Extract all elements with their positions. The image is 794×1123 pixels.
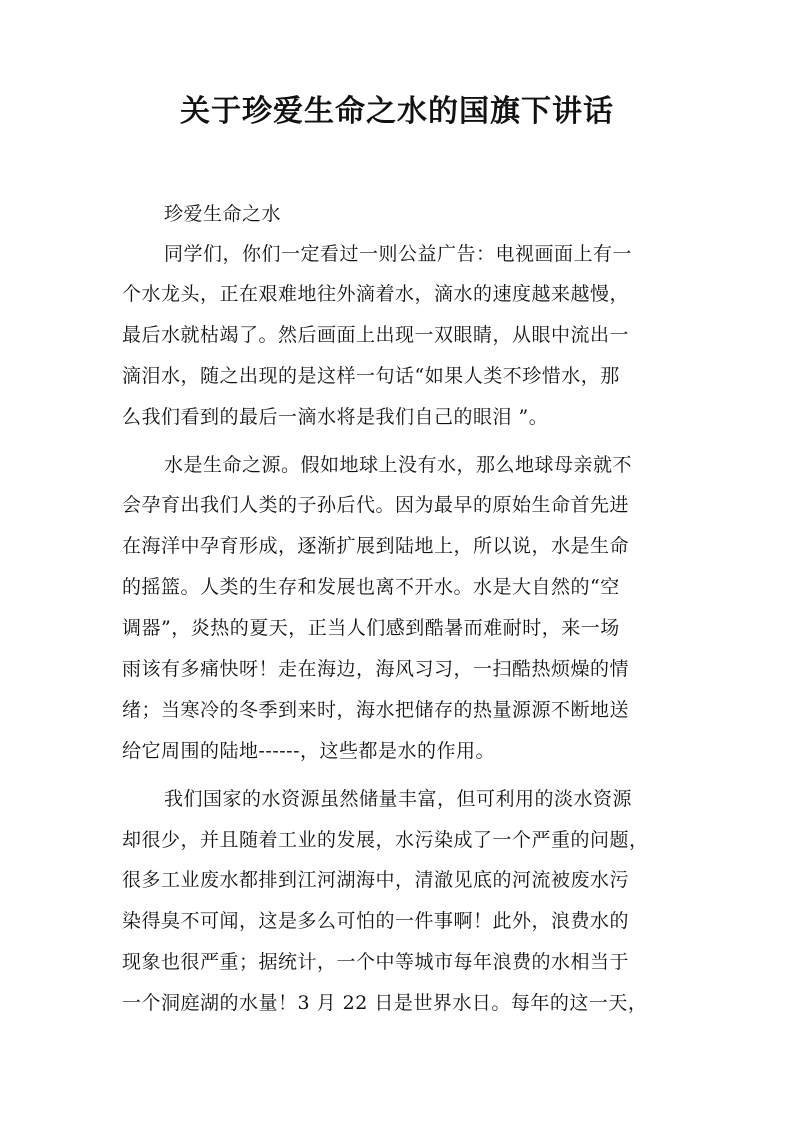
- paragraph-line: 却很少，并且随着工业的发展，水污染成了一个严重的问题，: [122, 829, 649, 851]
- paragraph-line: 个水龙头，正在艰难地往外滴着水，滴水的速度越来越慢，: [122, 283, 630, 305]
- paragraph-line: 绪；当寒冷的冬季到来时，海水把储存的热量源源不断地送: [122, 699, 630, 721]
- paragraph-line: 么我们看到的最后一滴水将是我们自己的眼泪 ”。: [122, 406, 549, 428]
- paragraph-line: 现象也很严重；据统计，一个中等城市每年浪费的水相当于: [122, 951, 630, 973]
- paragraph-line: 在海洋中孕育形成，逐渐扩展到陆地上，所以说，水是生命: [122, 535, 630, 557]
- subtitle-line: 珍爱生命之水: [164, 203, 282, 225]
- paragraph-line: 最后水就枯竭了。然后画面上出现一双眼睛，从眼中流出一: [122, 324, 630, 346]
- paragraph-line: 一个洞庭湖的水量！3 月 22 日是世界水日。每年的这一天，: [122, 992, 648, 1014]
- paragraph-line: 很多工业废水都排到江河湖海中，清澈见底的河流被废水污: [122, 869, 630, 891]
- paragraph-line: 雨该有多痛快呀！走在海边，海风习习，一扫酷热烦燥的情: [122, 658, 630, 680]
- paragraph-line: 滴泪水，随之出现的是这样一句话“如果人类不珍惜水，那: [122, 365, 620, 387]
- paragraph-line: 水是生命之源。假如地球上没有水，那么地球母亲就不: [164, 454, 633, 476]
- document-title: 关于珍爱生命之水的国旗下讲话: [180, 94, 614, 129]
- paragraph-line: 调器”，炎热的夏天，正当人们感到酷暑而难耐时，来一场: [122, 617, 620, 639]
- paragraph-line: 我们国家的水资源虽然储量丰富，但可利用的淡水资源: [164, 788, 633, 810]
- paragraph-line: 的摇篮。人类的生存和发展也离不开水。水是大自然的“空: [122, 576, 620, 598]
- paragraph-line: 同学们，你们一定看过一则公益广告：电视画面上有一: [164, 243, 633, 265]
- paragraph-line: 会孕育出我们人类的子孙后代。因为最早的原始生命首先进: [122, 494, 630, 516]
- paragraph-line: 给它周围的陆地------，这些都是水的作用。: [122, 740, 496, 762]
- paragraph-line: 染得臭不可闻，这是多么可怕的一件事啊！此外，浪费水的: [122, 910, 630, 932]
